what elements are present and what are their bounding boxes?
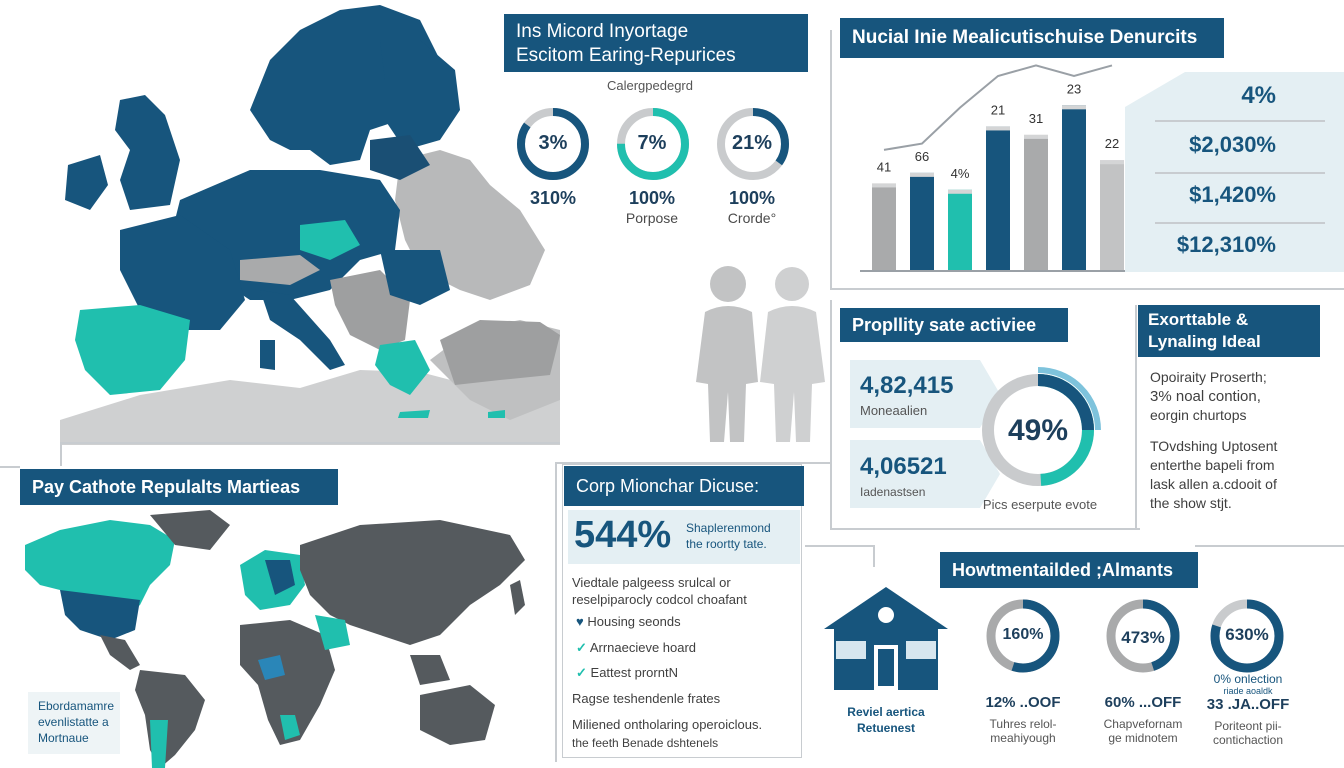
check-icon: ✓ — [576, 665, 587, 680]
household-title: Howtmentailded ;Almants — [940, 552, 1198, 588]
household-ring-2-sub3: ge midnotem — [1108, 731, 1178, 745]
household-ring-3-sub2: 33 .JA..OFF — [1206, 696, 1290, 713]
exportable-text-5: enterthe bapeli from — [1150, 457, 1275, 473]
bar-7 — [1100, 160, 1124, 270]
check-icon: ✓ — [576, 640, 587, 655]
corp-item-3-text: Eattest prorntN — [590, 665, 678, 680]
heart-icon: ♥ — [576, 614, 584, 629]
exportable-text-1: Opoiraity Proserth; — [1150, 369, 1267, 385]
corp-foot — [572, 690, 762, 752]
bar-4 — [986, 126, 1010, 270]
household-ring-1-sub3: meahiyough — [990, 731, 1056, 745]
household-ring-3-sub — [1200, 672, 1296, 747]
bar-6-label: 23 — [1066, 81, 1082, 97]
map-region-se-asia — [410, 655, 450, 685]
corp-note — [686, 520, 771, 552]
divider-line — [1155, 172, 1325, 174]
property-value-2: 4,06521 — [860, 453, 947, 480]
rings-panel-title — [504, 14, 808, 72]
corp-foot-1: Ragse teshendenle frates — [572, 691, 721, 706]
stat-4: $12,310% — [1176, 232, 1276, 257]
rings-title-line1: Ins Micord Inyortage — [516, 21, 689, 42]
divider-line — [830, 288, 1344, 290]
corp-desc — [572, 574, 747, 608]
map-region-uk — [115, 95, 180, 210]
divider-line — [830, 528, 1140, 530]
map-region-turkey — [440, 320, 560, 385]
household-ring-3-sub1b: riade aoaldk — [1223, 686, 1273, 696]
map-region-australia — [420, 685, 495, 745]
household-ring-1-value: 160% — [1002, 626, 1044, 643]
rings-caption: Calergpedegrd — [606, 78, 693, 93]
bar-2-cap — [910, 173, 934, 177]
divider-line — [60, 442, 560, 444]
map-region-ireland — [65, 155, 108, 210]
map-region-central-america — [100, 635, 140, 670]
corp-desc-line1: Viedtale palgeess srulcal or — [572, 575, 731, 590]
household-ring-3-sub3: Poriteont pii- — [1214, 719, 1282, 733]
divider-line — [1195, 545, 1344, 547]
corp-item-3 — [576, 665, 678, 681]
top-ring-1-label: 310% — [529, 188, 577, 208]
divider-line — [60, 442, 62, 466]
property-label-2: Iadenastsen — [860, 485, 926, 499]
map-region-finland — [380, 40, 460, 150]
exportable-title — [1138, 305, 1320, 357]
stat-2: $2,030% — [1189, 132, 1276, 157]
divider-line — [873, 545, 875, 567]
bar-4-cap — [986, 126, 1010, 130]
top-ring-3-value: 21% — [731, 132, 773, 154]
top-ring-3-sub: Crorde° — [727, 210, 777, 226]
property-title: Propllity sate activiee — [840, 308, 1068, 342]
household-ring-2-sub1: 60% ...OFF — [1104, 694, 1182, 711]
bar-6 — [1062, 105, 1086, 270]
household-ring-1-sub — [980, 694, 1066, 745]
corp-item-1 — [576, 614, 681, 629]
corp-note-line1: Shaplerenmond — [686, 521, 771, 535]
map-region-south-america-teal — [150, 720, 168, 768]
divider-line — [1155, 120, 1325, 122]
property-ring-value: 49% — [1007, 414, 1069, 447]
exportable-title-line1: Exorttable & — [1148, 310, 1249, 329]
corp-item-1-text: Housing seonds — [587, 614, 681, 629]
corp-desc-line2: reselpiparocly codcol choafant — [572, 592, 747, 607]
household-ring-1-sub1: 12% ..OOF — [985, 694, 1061, 711]
household-ring-1-sub2: Tuhres relol- — [989, 717, 1057, 731]
map-region-japan — [510, 580, 525, 615]
divider-line — [1135, 305, 1137, 530]
bar-7-cap — [1100, 160, 1124, 164]
bar-6-cap — [1062, 105, 1086, 109]
europe-map — [0, 0, 560, 445]
corp-note-line2: the roortty tate. — [686, 537, 767, 551]
house-caption — [826, 704, 946, 736]
exportable-text-6: lask allen a.cdooit of — [1150, 476, 1277, 492]
world-title: Pay Cathote Repulalts Martieas — [20, 469, 338, 505]
bar-2-label: 66 — [914, 148, 930, 164]
household-ring-2-value: 473% — [1121, 628, 1165, 647]
bar-2 — [910, 173, 934, 270]
bar-3-cap — [948, 190, 972, 194]
property-ring-caption: Pics eserpute evote — [982, 497, 1098, 512]
rings-title-line2: Escitom Earing-Repurices — [516, 45, 736, 66]
household-ring-3-sub4: contichaction — [1212, 733, 1284, 747]
divider-line — [805, 545, 875, 547]
property-value-1: 4,82,415 — [860, 372, 954, 399]
exportable-text-4: TOvdshing Uptosent — [1150, 438, 1278, 454]
people-icon — [680, 262, 830, 442]
property-label-1: Moneaalien — [860, 403, 928, 418]
house-caption-1: Reviel aertica — [847, 705, 925, 719]
corp-title: Corp Mionchar Dicuse: — [564, 466, 804, 506]
world-legend-line3: Mortnaue — [38, 731, 89, 745]
exportable-text — [1150, 368, 1340, 513]
map-region-sardinia — [260, 340, 275, 370]
world-legend-line2: evenlistatte a — [38, 715, 109, 729]
exportable-text-7: the show stjt. — [1150, 495, 1232, 511]
household-ring-2-sub — [1098, 694, 1188, 745]
bar-5-cap — [1024, 135, 1048, 139]
bar-1-cap — [872, 183, 896, 187]
corp-item-2 — [576, 640, 696, 656]
bar-5 — [1024, 135, 1048, 270]
exportable-text-3: eorgin churtops — [1150, 407, 1247, 423]
divider-line — [1155, 222, 1325, 224]
world-legend-line1: Ebordamamre — [38, 699, 115, 713]
household-ring-3-sub1: 0% onlection — [1213, 672, 1283, 686]
bar-5-label: 31 — [1028, 110, 1044, 126]
top-ring-2-sub: Porpose — [625, 210, 679, 226]
exportable-title-line2: Lynaling Ideal — [1148, 332, 1261, 351]
top-ring-3-label: 100% — [728, 188, 776, 208]
house-caption-2: Retuenest — [856, 721, 915, 735]
divider-line — [830, 30, 832, 290]
divider-line — [830, 300, 832, 530]
bar-1-label: 41 — [876, 159, 892, 175]
divider-line — [0, 466, 20, 468]
bar-panel-title: Nucial Inie Mealicutischuise Denurcits — [840, 18, 1224, 58]
stat-3: $1,420% — [1189, 182, 1276, 207]
household-ring-2-sub2: Chapvefornam — [1103, 717, 1183, 731]
divider-line — [555, 462, 557, 762]
bar-3 — [948, 190, 972, 270]
world-legend — [28, 692, 120, 754]
map-region-south-america — [135, 670, 205, 768]
top-ring-1-value: 3% — [538, 132, 568, 154]
top-ring-2-label: 100% — [628, 188, 676, 208]
bar-7-label: 22 — [1104, 136, 1120, 152]
map-region-iberia — [75, 305, 190, 395]
household-ring-3-value: 630% — [1225, 625, 1269, 644]
corp-item-2-text: Arrnaecieve hoard — [589, 640, 697, 655]
bar-3-label: 4% — [950, 165, 970, 181]
top-ring-2-value: 7% — [637, 132, 667, 154]
bar-1 — [872, 183, 896, 270]
corp-foot-3: the feeth Benade dshtenels — [572, 736, 719, 750]
corp-big-value: 544% — [574, 514, 672, 556]
bar-chart — [860, 60, 1150, 275]
corp-foot-2: Miliened ontholaring operoiclous. — [572, 717, 763, 732]
bar-4-label: 21 — [990, 102, 1006, 118]
exportable-text-2: 3% noal contion, — [1150, 388, 1261, 405]
house-icon — [822, 585, 950, 695]
stat-1: 4% — [1241, 82, 1276, 109]
